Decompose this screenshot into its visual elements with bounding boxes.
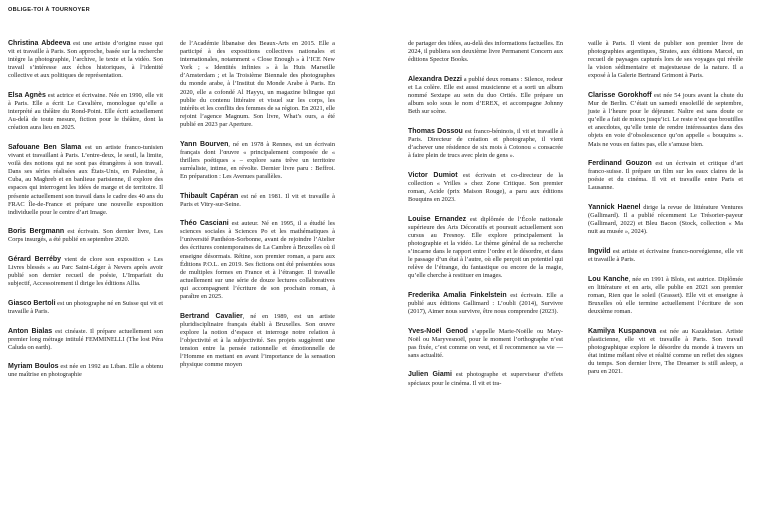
- bio-text: a publié deux romans : Silence, rodeur et La colère. Elle est aussi musicienne et a sorti un album nommé Sextape au sein du duo Ortiés. Elle prépare un album solo sous le nom d’EREX, et accompagne Johnny Beth sur scène.: [408, 75, 564, 116]
- bio-text: est née au Kazakhstan. Artiste plasticienne, elle vit et travaille à Paris. Son travail photographique explore le désordre du monde à travers un état intime mêlant rêve et réalité comme un reflet des signes du temps. Son dernier livre, The Dreamer is still asleep, a paru en 2021.: [588, 327, 743, 375]
- bio-text: est un photographe né en Suisse qui vit et travaille à Paris.: [8, 299, 163, 315]
- bio-entry: [408, 328, 563, 360]
- bio-entry: [588, 276, 743, 316]
- bio-entry: [8, 92, 163, 132]
- author-name: Thomas Dossou: [408, 127, 463, 135]
- bio-column-4: [588, 40, 743, 388]
- bio-entry: [408, 371, 563, 387]
- author-name: Ingvild: [588, 247, 611, 255]
- bio-text: est une artiste d’origine russe qui vit et travaille à Paris. Son approche, basée sur la recherche intègre la photographie, l’archive, le texte et la vidéo. Son travail s’intéresse aux échos historiques, à l’identité collective et aux politiques de représentation.: [8, 40, 163, 80]
- bio-entry: [588, 160, 743, 192]
- author-name: Victor Dumiot: [408, 171, 458, 179]
- bio-text: s’appelle Marie-Noëlle ou Mary-Noël ou Maryvesnoël, pour le moment l’orthographe n’est pas fixée, c’est comme on veut, et il recommence sa vie — sans actualité.: [408, 327, 563, 359]
- bio-text: est écrivain. Elle a publié aux éditions Gallimard : L’oubli (2014), Survivre (2017), Aimer nous survivre, être nous comprendre (2023).: [408, 291, 564, 315]
- bio-entry: [588, 92, 743, 149]
- bio-text: dirige la revue de littérature Ventures (Gallimard). Il a publié récemment Le Trésorier-payeur (Gallimard, 2022) et Bleu Bacon (Stock, collection « Ma nuit au musée », 2024).: [588, 204, 743, 236]
- bio-text: , né en 1989, est un artiste pluridisciplinaire français établi à Bruxelles. Son œuvre explore la notion d’espace et interroge notre relation à l’objectivité et à la subjectivité. Ses projets suggèrent une tension entre la pensée rationnelle et émotionnelle de l’Homme en mettant en avant l’importance de la sensation physique comme moyen: [180, 312, 335, 369]
- bio-text: est photographe et superviseur d’effets spéciaux pour le cinéma. Il vit et tra-: [408, 371, 564, 387]
- bio-entry: [408, 40, 563, 64]
- author-name: Louise Ernandez: [408, 215, 467, 223]
- author-name: Giasco Bertoli: [8, 299, 56, 307]
- bio-entry: [8, 328, 163, 352]
- bio-entry: [8, 300, 163, 316]
- author-name: Kamilya Kuspanova: [588, 327, 657, 335]
- bio-entry: [408, 292, 563, 316]
- author-name: Lou Kanche: [588, 275, 629, 283]
- bio-entry: [8, 40, 163, 80]
- bio-entry: [180, 313, 335, 370]
- bio-text: , née en 1991 à Blois, est autrice. Diplômée en littérature et en arts, elle publie en 2021 son premier roman, Rien que le soleil (Grasset). Elle vit et enseigne à Bruxelles où elle termine actuellement l’écriture de son deuxième roman.: [588, 275, 743, 315]
- author-name: Théo Casciani: [180, 220, 229, 228]
- bio-text: est actrice et écrivaine. Née en 1990, elle vit à Paris. Elle a écrit Le Cavalière, monologue qu’elle a interprété au théâtre du Rond-Point. Elle écrit actuellement Au-delà de toute mesure, fiction pour le théâtre, dont la création aura lieu en 2025.: [8, 91, 163, 132]
- author-name: Christina Abdeeva: [8, 40, 71, 47]
- bio-entry: [588, 40, 743, 80]
- bio-text: est écrivain et co-directeur de la collection « Vrilles » chez Zone Critique. Son premier roman, Acide (prix Maison Rouge), a paru aux éditions Bouquins en 2023.: [408, 171, 563, 203]
- bio-entry: [180, 220, 335, 301]
- bio-text: est auteur. Né en 1995, il a étudié les sciences sociales à Sciences Po et les mathématiques à l’université Panthéon-Sorbonne, avant de rejoindre l’Atelier des écritures contemporaines de La Cambre à Bruxelles où il enseigne désormais. Rétine, son premier roman, a paru aux Éditions P.O.L. en 2019. Ses fictions ont été présentées sous de multiples formes en France et à l’étranger. Il travaille actuellement sur une série de douze lectures collaboratives qui accompagnent l’écriture de son prochain roman, à paraître en 2025.: [180, 220, 335, 301]
- bio-entry: [408, 128, 563, 160]
- author-name: Boris Bergmann: [8, 228, 65, 236]
- author-name: Julien Giami: [408, 371, 452, 379]
- bio-text: est un écrivain et critique d’art franco-suisse. Il prépare un film sur les eaux claires de la poésie et du cinéma. Il vit et travaille entre Paris et Lausanne.: [588, 160, 744, 192]
- bio-entry: [8, 228, 163, 244]
- bio-text: de partager des idées, au-delà des informations factuelles. En 2024, il publiera son deuxième livre Permanent Concern aux éditions Spector Books.: [408, 40, 564, 64]
- author-name: Thibault Capéran: [180, 192, 239, 200]
- bio-entry: [8, 256, 163, 288]
- author-name: Clarisse Gorokhoff: [588, 91, 652, 99]
- bio-text: est née 54 jours avant la chute du Mur de Berlin. C’était un samedi ensoleillé de septembre, juste à l’heure pour le déjeuner. Naître est sans doute ce qu’elle a fait de mieux jusqu’ici. Le reste n’est que broutilles et anecdotes, qu’elle tente de rendre intéressantes dans des objets en voie d’obsolescence qu’on appelle « bouquins ». Mais ne vous en faites pas, elle s’amuse bien.: [588, 91, 744, 148]
- bio-entry: [180, 141, 335, 181]
- bio-text: est diplômée de l’École nationale supérieure des Arts Décoratifs et poursuit actuellement son cursus au Fresnoy. Elle explore principalement la photographie et la vidéo. Le thème général de sa recherche s’incarne dans le rapport entre l’ordre et le désordre, et dans le passage d’un état à l’autre, où elle perçoit un potentiel qui relève de l’étrange, du fantastique ou encore de la magie, qu’elle cherche à restituer en images.: [408, 215, 563, 280]
- bio-entry: [180, 40, 335, 129]
- author-name: Yannick Haenel: [588, 204, 641, 211]
- bio-text: est franco-béninois, il vit et travaille à Paris. Directeur de création et photographe, il vient d’achever une résidence de six mois à Cotonou « consacrée à faire plein de trucs avec plein de gens ».: [408, 127, 563, 160]
- bio-text: est née en 1992 au Liban. Elle a obtenu une maîtrise en photographie: [8, 363, 163, 379]
- author-name: Myriam Boulos: [8, 363, 59, 371]
- bio-column-3: [408, 40, 563, 399]
- author-name: Yves-Noël Genod: [408, 327, 468, 335]
- author-name: Anton Bialas: [8, 327, 53, 335]
- bio-column-1: [8, 40, 163, 391]
- bio-text: de l’Académie libanaise des Beaux-Arts en 2015. Elle a participé à des expositions collectives nationales et internationales, notamment « Close Enough » à l’ICE New York ; « Identités infinies » à la Huis Marseille d’Amsterdam ; et la Troisième Biennale des photographes du monde arabe, à l’Institut du Monde Arabe à Paris. En 2020, elle a cofondé Al Hayyu, un magazine bilingue qui publie du contenu littéraire et visuel sur les corps, les intérêts et les conflits des femmes de sa région. En 2021, elle rejoint l’agence Magnum. Son livre, What’s ours, a été publié en 2023 par Aperture.: [180, 40, 335, 128]
- bio-entry: [408, 76, 563, 116]
- bio-text: vient de clore son exposition « Les Livres blessés » au Parc Saint-Léger à Nevers après avoir publié son dernier recueil de poésie, L’Imparfait du subjectif, Accessoirement il dirige les éditions Allia.: [8, 255, 163, 288]
- bio-text: est né en 1981. Il vit et travaille à Paris et Vitry-sur-Seine.: [180, 192, 335, 208]
- bio-text: est cinéaste. Il prépare actuellement son premier long métrage intitulé FEMMINELLI (The lost Péra Caluda on earth).: [8, 327, 163, 351]
- page-title: OBLIGE-TOI À TOURNOYER: [8, 7, 90, 13]
- author-name: Frederika Amalia Finkelstein: [408, 291, 507, 299]
- bio-text: , né en 1978 à Rennes, est un écrivain français dont l’œuvre « principalement composée de « thrillers poétiques » – explore sans trêve un territoire surréaliste, intime, en révolte. Dernier livre paru : Beffroi. En préparation : Les Avenues parallèles.: [180, 140, 335, 180]
- bio-text: vaille à Paris. Il vient de publier son premier livre de photographies argentiques, Strates, aux éditions Marcel, un recueil de paysages capturés lors de ses voyages qui révèle la vision sédimentaire et majestueuse de la nature. Il a exposé à la Galerie Bertrand Grimont à Paris.: [588, 40, 743, 80]
- author-name: Safouane Ben Slama: [8, 143, 82, 151]
- bio-entry: [8, 363, 163, 379]
- bio-entry: [588, 328, 743, 377]
- bio-entry: [408, 216, 563, 281]
- bio-text: est artiste et écrivaine franco-norvégienne, elle vit et travaille à Paris.: [588, 247, 743, 263]
- bio-entry: [180, 193, 335, 209]
- bio-entry: [588, 204, 743, 236]
- author-name: Yann Bourven: [180, 140, 229, 148]
- bio-entry: [8, 144, 163, 217]
- author-name: Ferdinand Gouzon: [588, 160, 652, 168]
- author-name: Bertrand Cavalier: [180, 312, 243, 320]
- author-name: Gérard Berréby: [8, 255, 62, 263]
- bio-column-2: [180, 40, 335, 381]
- author-name: Alexandra Dezzi: [408, 75, 462, 83]
- bio-entry: [588, 248, 743, 264]
- author-name: Elsa Agnès: [8, 91, 46, 99]
- bio-text: est un artiste franco-tunisien vivant et travaillant à Paris. L’entre-deux, le seuil, la limite, voilà des notions qui ne sont pas étrangères à son travail. Dans ses séries réalisées aux États-Unis, en Palestine, à Cuba, au Maghreb et en banlieue parisienne, il explore des espaces qui interrogent les idées de marge et de territoire. Il présente actuellement son travail dans le cadre des 40 ans du FRAC Île-de-France et prépare une nouvelle exposition individuelle pour le centre d’art Image.: [8, 143, 163, 216]
- bio-entry: [408, 172, 563, 204]
- bio-text: est écrivain. Son dernier livre, Les Corps insurgés, a été publié en septembre 2020.: [8, 228, 163, 244]
